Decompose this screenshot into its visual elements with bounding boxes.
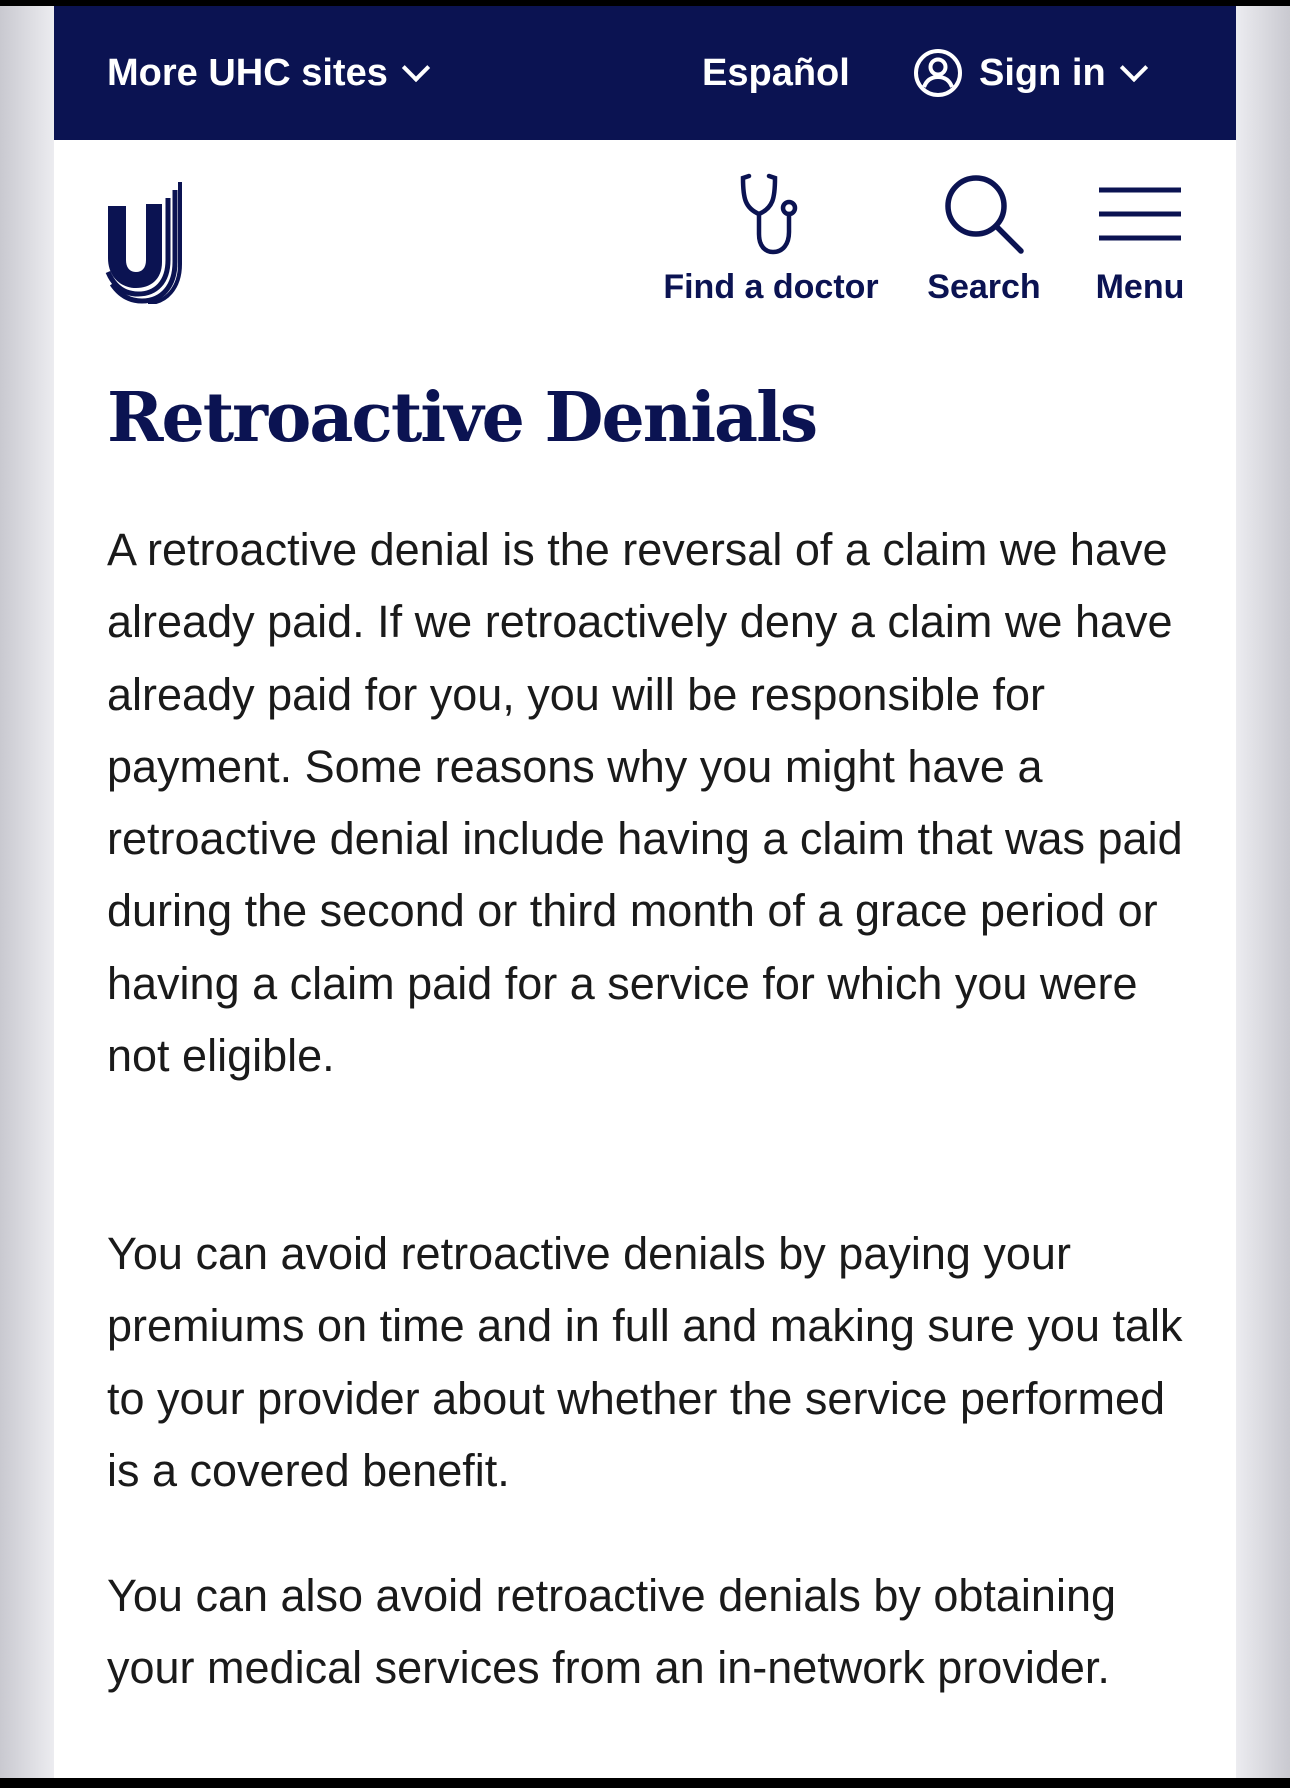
menu-label: Menu [1095,268,1185,306]
article-paragraph-1: A retroactive denial is the reversal of a claim we have already paid. If we retroactively deny a claim we have already paid for you, you will be responsible for payment. Some reasons why you might have a retroactive denial include having a claim that was paid during the second or third month of a grace period or having a claim paid for a service for which you were not eligible. [107,524,1183,1082]
menu-button[interactable] [1085,168,1195,307]
more-uhc-sites-dropdown[interactable] [107,46,426,100]
find-a-doctor-button[interactable] [663,168,879,307]
blurred-backdrop-right [1236,6,1290,1778]
espanol-link[interactable] [702,46,850,100]
chevron-down-icon [1120,54,1148,82]
search-button[interactable] [920,168,1048,307]
article-paragraph-3: You can also avoid retroactive denials by obtaining your medical services from an in-network provider. [107,1570,1117,1694]
utility-bar [54,6,1236,140]
find-a-doctor-label: Find a doctor [663,268,879,306]
more-uhc-sites-label: More UHC sites [107,51,388,94]
espanol-label: Español [702,51,850,94]
screen-bottom-edge [0,1778,1290,1788]
sign-in-label: Sign in [979,51,1106,94]
article-paragraph-2: You can avoid retroactive denials by paying your premiums on time and in full and making sure you talk to your provider about whether the service performed is a covered benefit. [107,1228,1183,1496]
search-label: Search [927,268,1041,306]
hamburger-menu-icon [1097,168,1183,260]
chevron-down-icon [402,54,430,82]
web-page [54,6,1236,1778]
search-icon [943,168,1025,260]
uhc-logo-icon[interactable] [104,176,184,304]
stethoscope-icon [737,168,805,260]
user-circle-icon [913,48,963,98]
page-title: Retroactive Denials [107,378,817,458]
blurred-backdrop-left [0,6,54,1778]
sign-in-dropdown[interactable] [913,46,1144,100]
